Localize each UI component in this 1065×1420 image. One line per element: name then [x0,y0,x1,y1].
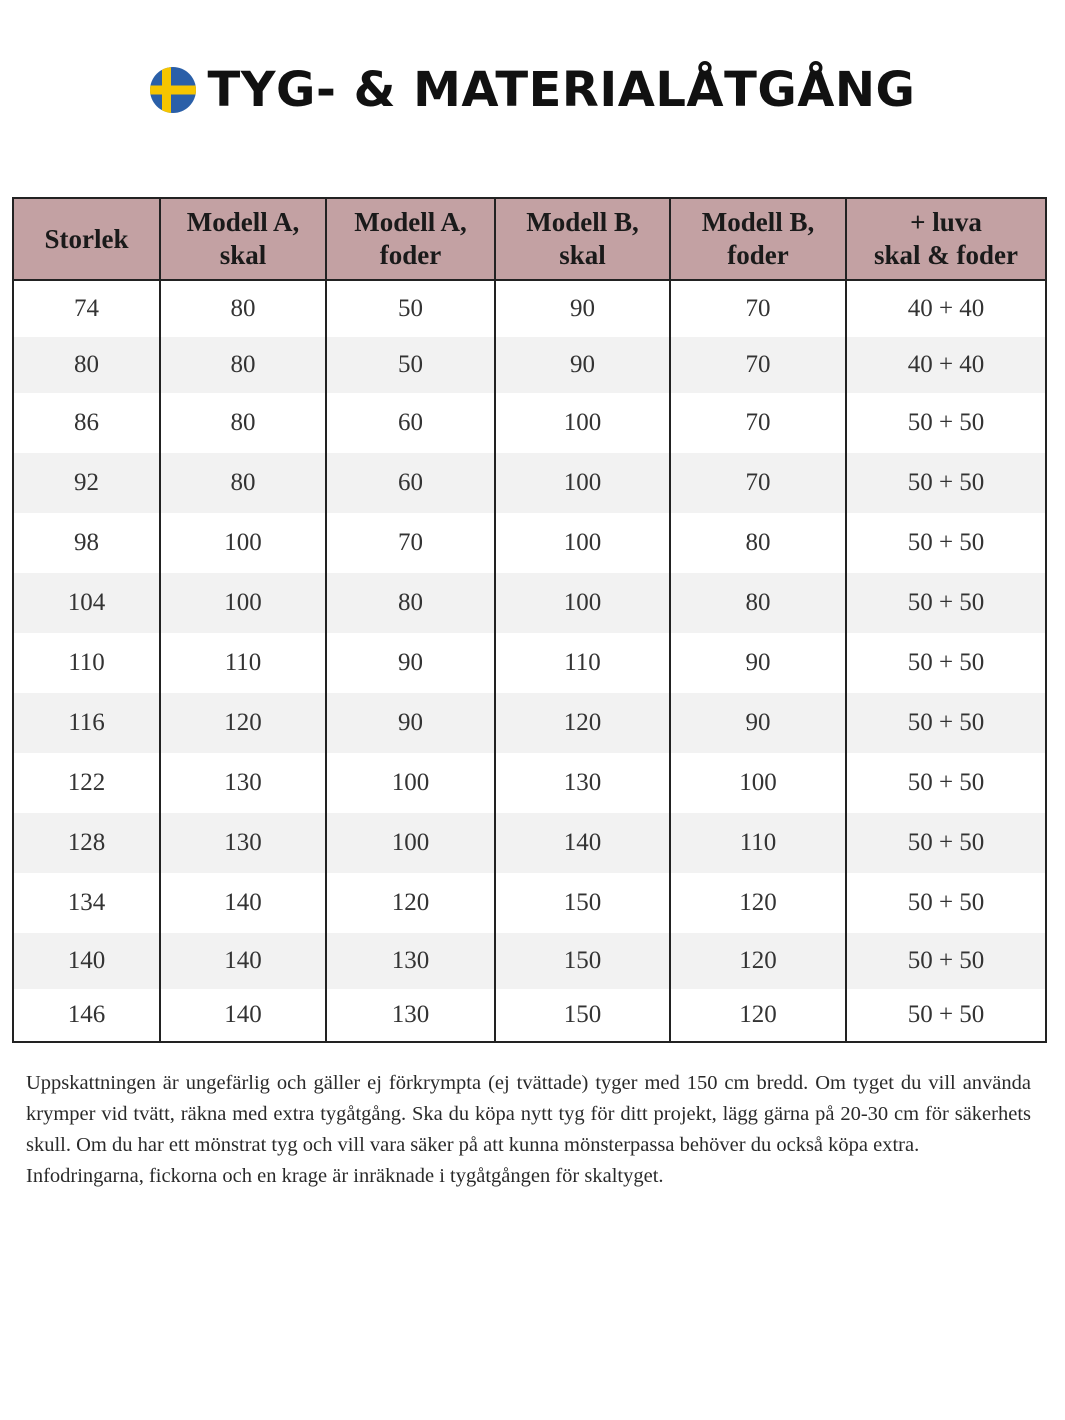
value-cell: 50 + 50 [846,693,1046,753]
value-cell: 50 + 50 [846,633,1046,693]
sweden-flag-icon [150,67,196,113]
table-row [13,693,1046,753]
size-cell: 116 [13,693,160,753]
value-cell: 60 [326,453,495,513]
value-cell: 40 + 40 [846,337,1046,393]
fabric-requirements-table [12,197,1047,1043]
column-header [160,198,326,280]
value-cell: 100 [326,813,495,873]
value-cell: 100 [495,393,670,453]
size-cell: 128 [13,813,160,873]
value-cell: 90 [326,633,495,693]
value-cell: 120 [670,933,846,989]
table-header-row [13,198,1046,280]
notes-paragraph: Uppskattningen är ungefärlig och gäller ej förkrympta (ej tvättade) tyger med 150 cm bredd. Om tyget du vill använda krymper vid tvätt, räkna med extra tygåtgång. Ska du köpa nytt tyg för ditt projekt, lägg gärna på 20-30 cm för säkerhets skull. Om du har ett mönstrat tyg och vill vara säker på att kunna mönsterpassa behöver du också köpa extra. [26,1072,1031,1156]
value-cell: 150 [495,873,670,933]
value-cell: 70 [326,513,495,573]
value-cell: 50 + 50 [846,573,1046,633]
table-row [13,393,1046,453]
table-row [13,453,1046,513]
value-cell: 50 + 50 [846,753,1046,813]
value-cell: 100 [495,453,670,513]
value-cell: 140 [160,933,326,989]
value-cell: 150 [495,933,670,989]
value-cell: 50 [326,337,495,393]
value-cell: 150 [495,989,670,1042]
value-cell: 130 [326,933,495,989]
table-row [13,513,1046,573]
value-cell: 70 [670,453,846,513]
value-cell: 140 [160,873,326,933]
column-header-line: skal & foder [874,240,1018,270]
column-header-line: + luva [910,207,982,237]
value-cell: 100 [670,753,846,813]
value-cell: 50 + 50 [846,933,1046,989]
value-cell: 80 [160,337,326,393]
column-header-line: Storlek [44,223,129,254]
column-header [326,198,495,280]
table-row [13,337,1046,393]
page-title: TYG- & MATERIALÅTGÅNG [207,62,916,118]
column-header [846,198,1046,280]
value-cell: 50 + 50 [846,513,1046,573]
value-cell: 70 [670,280,846,337]
value-cell: 100 [495,513,670,573]
column-header [13,198,160,280]
value-cell: 80 [326,573,495,633]
table-row [13,753,1046,813]
value-cell: 50 + 50 [846,989,1046,1042]
value-cell: 90 [670,693,846,753]
value-cell: 140 [160,989,326,1042]
notes [26,1068,1031,1192]
size-cell: 104 [13,573,160,633]
size-cell: 140 [13,933,160,989]
notes-paragraph: Infodringarna, fickorna och en krage är inräknade i tygåtgången för skaltyget. [26,1165,664,1187]
table-row [13,989,1046,1042]
size-cell: 80 [13,337,160,393]
table-row [13,280,1046,337]
title-bar [0,58,1065,122]
value-cell: 50 [326,280,495,337]
column-header-line: Modell A, [354,207,467,237]
value-cell: 130 [495,753,670,813]
column-header-line: Modell B, [701,207,815,237]
value-cell: 80 [160,453,326,513]
size-cell: 98 [74,529,99,556]
value-cell: 120 [670,989,846,1042]
value-cell: 70 [670,337,846,393]
value-cell: 60 [326,393,495,453]
value-cell: 130 [326,989,495,1042]
size-cell: 74 [74,295,99,322]
column-header-line: skal [219,240,267,270]
column-header-line: Modell B, [526,207,639,237]
value-cell: 90 [495,337,670,393]
value-cell: 100 [495,573,670,633]
value-cell: 80 [670,513,846,573]
value-cell: 80 [670,573,846,633]
table-row [13,633,1046,693]
value-cell: 120 [160,693,326,753]
column-header [495,198,670,280]
value-cell: 110 [495,633,670,693]
column-header-line: skal [559,240,606,270]
value-cell: 70 [670,393,846,453]
value-cell: 120 [670,873,846,933]
value-cell: 130 [160,753,326,813]
value-cell: 110 [160,633,326,693]
value-cell: 90 [495,280,670,337]
table-row [13,873,1046,933]
value-cell: 110 [670,813,846,873]
value-cell: 40 + 40 [846,280,1046,337]
value-cell: 90 [326,693,495,753]
value-cell: 50 + 50 [846,393,1046,453]
size-cell: 134 [67,889,106,916]
value-cell: 120 [326,873,495,933]
value-cell: 100 [326,753,495,813]
column-header-line: foder [727,240,789,270]
value-cell: 100 [160,513,326,573]
column-header [670,198,846,280]
size-cell: 146 [67,1001,106,1028]
value-cell: 140 [495,813,670,873]
column-header-line: foder [379,240,442,270]
table-row [13,813,1046,873]
table-row [13,933,1046,989]
value-cell: 50 + 50 [846,873,1046,933]
value-cell: 80 [160,280,326,337]
value-cell: 120 [495,693,670,753]
size-cell: 92 [13,453,160,513]
size-cell: 122 [67,769,106,796]
column-header-line: Modell A, [186,207,300,237]
value-cell: 130 [160,813,326,873]
value-cell: 50 + 50 [846,813,1046,873]
value-cell: 100 [160,573,326,633]
size-cell: 86 [74,409,99,436]
value-cell: 80 [160,393,326,453]
size-cell: 110 [68,649,105,676]
value-cell: 90 [670,633,846,693]
value-cell: 50 + 50 [846,453,1046,513]
table-row [13,573,1046,633]
